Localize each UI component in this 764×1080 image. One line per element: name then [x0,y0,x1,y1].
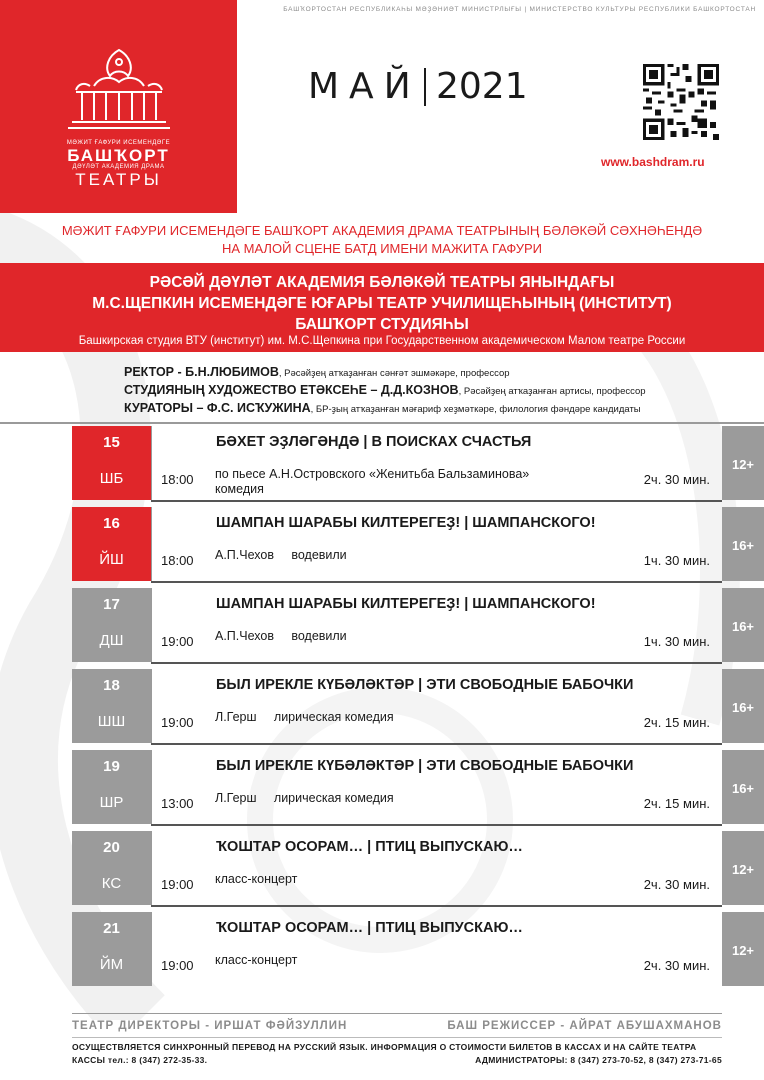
weekday: ДШ [99,632,124,649]
row-rule [151,662,722,664]
date-number: 19 [103,758,120,775]
show-description: класс-концерт [215,872,298,886]
banner-line3: БАШҠОРТ СТУДИЯҺЫ [295,316,469,333]
schedule-row [72,750,722,824]
age-label: 16+ [731,619,755,634]
show-title: ШАМПАН ШАРАБЫ КИЛТЕРЕГЕҘ! | ШАМПАНСКОГО! [216,515,596,531]
show-title: БЫЛ ИРЕКЛЕ КҮБӘЛӘКТӘР | ЭТИ СВОБОДНЫЕ БАБОЧКИ [216,677,634,693]
show-duration: 2ч. 15 мин. [643,796,710,811]
show-description: Л.Герш лирическая комедия [215,710,394,724]
date-cell [72,750,151,824]
date-number: 15 [103,434,120,451]
month-label: МАЙ [308,66,421,107]
row-rule [151,581,722,583]
weekday: ЙМ [99,956,124,973]
banner-line1: РӘСӘЙ ДӘҮЛӘТ АКАДЕМИЯ БӘЛӘКӘЙ ТЕАТРЫ ЯНЫНДАҒЫ [149,274,615,291]
weekday: ЙШ [99,551,124,568]
logo-text-line3: ДӘҮЛӘТ АКАДЕМИЯ ДРАМА [72,164,165,170]
chief-director: БАШ РЕЖИССЕР - АЙРАТ АБУШАХМАНОВ [447,1020,722,1032]
row-rule [151,500,722,502]
date-cell [72,426,151,500]
show-duration: 2ч. 30 мин. [643,472,710,487]
weekday: ШБ [99,470,124,487]
show-description [215,467,635,497]
schedule-row [72,912,722,986]
venue-line-ru: НА МАЛОЙ СЦЕНЕ БАТД ИМЕНИ МАЖИТА ГАФУРИ [221,241,543,256]
row-divider [151,831,152,905]
staff-art-director [124,382,646,400]
show-title: БӘХЕТ ЭҘЛӘГӘНДӘ | В ПОИСКАХ СЧАСТЬЯ [216,434,532,450]
date-number: 21 [103,920,120,937]
administrators-phone: АДМИНИСТРАТОРЫ: 8 (347) 273-70-52, 8 (347) 273-71-65 [475,1055,722,1065]
show-description: А.П.Чехов водевили [215,629,347,643]
show-time: 19:00 [161,715,194,730]
venue-heading [0,222,764,258]
row-rule [151,905,722,907]
age-label: 12+ [731,943,755,958]
show-description: А.П.Чехов водевили [215,548,347,562]
month-year-divider [424,68,426,106]
weekday: КС [101,875,122,892]
theatre-logo-block [0,0,237,213]
show-time: 18:00 [161,472,194,487]
theatre-building-icon [64,46,174,136]
row-divider [151,750,152,824]
logo-text-line4: ТЕАТРЫ [75,170,162,189]
age-label: 16+ [731,538,755,553]
staff-title: , БР-ҙың атҡаҙанған мәғариф хеҙмәткәре, филология фәндәре кандидаты [310,404,641,415]
date-cell [72,912,151,986]
show-time: 19:00 [161,877,194,892]
date-cell [72,669,151,743]
age-rating [722,588,764,662]
age-rating [722,912,764,986]
row-divider [151,669,152,743]
show-duration: 1ч. 30 мин. [643,634,710,649]
staff-title: , Рәсәйҙең атҡаҙанған сәнғәт эшмәкәре, профессор [278,368,510,379]
show-title: ҠОШТАР ОСОРАМ… | ПТИЦ ВЫПУСКАЮ… [216,839,523,855]
logo-text-line2: БАШҠОРТ [67,146,170,165]
age-label: 16+ [731,700,755,715]
date-number: 20 [103,839,120,856]
row-rule [151,743,722,745]
show-time: 19:00 [161,634,194,649]
show-duration: 2ч. 15 мин. [643,715,710,730]
staff-name: РЕКТОР - Б.Н.ЛЮБИМОВ [124,365,279,379]
show-time: 19:00 [161,958,194,973]
age-rating [722,750,764,824]
ministry-line: БАШҠОРТОСТАН РЕСПУБЛИКАҺЫ МӘҘӘНИӘТ МИНИСТРЛЫҒЫ | МИНИСТЕРСТВО КУЛЬТУРЫ РЕСПУБЛИКИ БАШКОРТОСТАН [283,6,756,13]
show-description: Л.Герш лирическая комедия [215,791,394,805]
show-description: класс-концерт [215,953,298,967]
theatre-director: ТЕАТР ДИРЕКТОРЫ - ИРШАТ ФӘЙЗУЛЛИН [72,1020,348,1032]
website-link[interactable]: www.bashdram.ru [601,155,705,169]
staff-curator [124,400,646,418]
schedule-bottom-rule [72,1013,722,1014]
staff-title: , Рәсәйҙең атҡаҙанған артисы, профессор [458,386,646,397]
show-time: 13:00 [161,796,194,811]
date-cell [72,507,151,581]
qr-code-icon[interactable] [643,64,719,140]
date-cell [72,831,151,905]
weekday: ШР [99,794,124,811]
row-divider [151,426,152,500]
age-label: 12+ [731,862,755,877]
year-label: 2021 [436,66,528,107]
translation-note: ОСУЩЕСТВЛЯЕТСЯ СИНХРОННЫЙ ПЕРЕВОД НА РУССКИЙ ЯЗЫК. ИНФОРМАЦИЯ О СТОИМОСТИ БИЛЕТОВ В КАССАХ И НА САЙТЕ ТЕАТРА [72,1042,697,1052]
date-number: 18 [103,677,120,694]
schedule-row [72,507,722,581]
staff-name: СТУДИЯНЫҢ ХУДОЖЕСТВО ЕТӘКСЕҺЕ – Д.Д.КОЗНОВ [124,383,459,397]
weekday: ШШ [97,713,126,730]
desc-line: комедия [215,482,264,496]
row-rule [151,824,722,826]
footer-rule [72,1037,722,1038]
row-divider [151,912,152,986]
banner-subtitle: Башкирская студия ВТУ (институт) им. М.С.Щепкина при Государственном академическом Малом театре России [78,335,686,347]
show-duration: 2ч. 30 мин. [643,877,710,892]
date-number: 16 [103,515,120,532]
show-duration: 1ч. 30 мин. [643,553,710,568]
staff-list [124,364,646,418]
age-rating [722,831,764,905]
show-duration: 2ч. 30 мин. [643,958,710,973]
row-divider [151,588,152,662]
date-number: 17 [103,596,120,613]
logo-text-line1: МӘЖИТ ҒАФУРИ ИСЕМЕНДӘГЕ [66,140,171,146]
age-label: 16+ [731,781,755,796]
age-rating [722,507,764,581]
schedule-row [72,831,722,905]
age-label: 12+ [731,457,755,472]
row-divider [151,507,152,581]
age-rating [722,669,764,743]
box-office-phone: КАССЫ тел.: 8 (347) 272-35-33. [72,1055,208,1065]
banner-line2: М.С.ЩЕПКИН ИСЕМЕНДӘГЕ ЮҒАРЫ ТЕАТР УЧИЛИЩЕҺЫНЫҢ (ИНСТИТУТ) [92,295,672,312]
schedule-row [72,588,722,662]
staff-rector [124,364,646,382]
date-cell [72,588,151,662]
schedule-row [72,669,722,743]
show-time: 18:00 [161,553,194,568]
show-title: БЫЛ ИРЕКЛЕ КҮБӘЛӘКТӘР | ЭТИ СВОБОДНЫЕ БАБОЧКИ [216,758,634,774]
schedule-top-rule [0,422,764,424]
venue-line-ba: МӘЖИТ ҒАФУРИ ИСЕМЕНДӘГЕ БАШҠОРТ АКАДЕМИЯ ДРАМА ТЕАТРЫНЫҢ БӘЛӘКӘЙ СӘХНӘҺЕНДӘ [61,223,703,238]
show-title: ШАМПАН ШАРАБЫ КИЛТЕРЕГЕҘ! | ШАМПАНСКОГО! [216,596,596,612]
footer-roles [72,1020,722,1032]
show-title: ҠОШТАР ОСОРАМ… | ПТИЦ ВЫПУСКАЮ… [216,920,523,936]
desc-line: по пьесе А.Н.Островского «Женитьба Бальзаминова» [215,467,530,481]
staff-name: КУРАТОРЫ – Ф.С. ИСҠУЖИНА [124,401,311,415]
age-rating [722,426,764,500]
schedule-row [72,426,722,500]
